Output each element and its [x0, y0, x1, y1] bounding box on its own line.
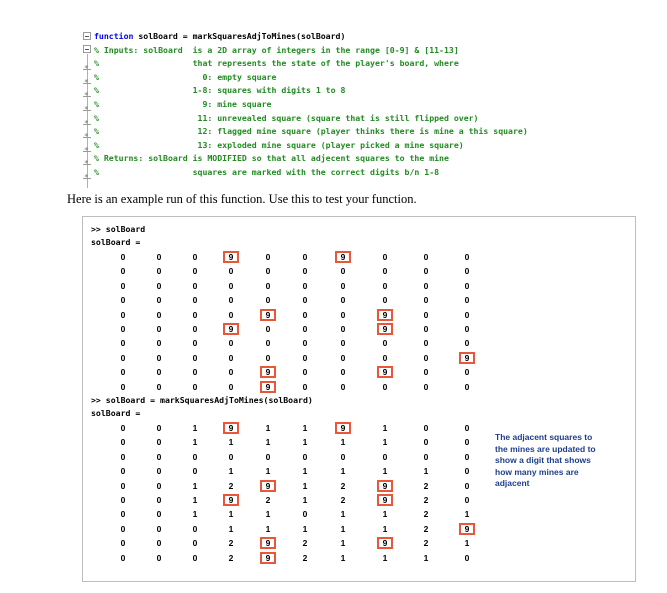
comment-marker [83, 124, 91, 125]
board-cell: 0 [228, 338, 234, 349]
board-cell: 9 [265, 367, 271, 378]
board-cell: 0 [265, 252, 271, 262]
board-cell: 0 [382, 381, 388, 392]
board-cell: 0 [464, 324, 470, 334]
board-cell: 1 [423, 466, 429, 477]
board-cell: 0 [120, 352, 126, 363]
board-cell: 1 [192, 437, 198, 448]
board-cell: 0 [464, 466, 470, 477]
board-cell: 0 [120, 266, 126, 277]
board-cell: 0 [228, 280, 234, 291]
board-cell: 0 [265, 280, 271, 291]
board-cell: 0 [192, 338, 198, 349]
board-cell: 0 [192, 252, 198, 262]
comment-marker [83, 83, 91, 84]
board-cell: 1 [302, 437, 308, 448]
board-cell: 1 [228, 437, 234, 448]
board-cell: 0 [302, 280, 308, 291]
board-cell: 9 [382, 538, 388, 549]
board-cell: 0 [382, 295, 388, 306]
board-cell: 2 [340, 480, 346, 491]
board-cell: 0 [265, 266, 271, 277]
board-cell: 0 [302, 381, 308, 392]
board-cell: 0 [340, 338, 346, 349]
board-cell: 0 [156, 480, 162, 491]
board-cell: 1 [302, 523, 308, 534]
board-cell: 0 [423, 381, 429, 392]
code-comment: % that represents the state of the player's board, where [94, 58, 459, 69]
board-cell: 0 [156, 338, 162, 349]
code-line [94, 71, 276, 84]
board-cell: 0 [120, 309, 126, 320]
board-cell: 0 [120, 423, 126, 433]
console-variable-label: solBoard = [91, 408, 141, 418]
board-cell: 0 [156, 495, 162, 505]
code-comment: % 13: exploded mine square (player picked a mine square) [94, 139, 464, 150]
board-cell: 1 [302, 466, 308, 477]
board-cell: 0 [156, 381, 162, 392]
board-cell: 0 [228, 367, 234, 378]
board-cell: 0 [265, 295, 271, 306]
annotation-note: The adjacent squares to the mines are updated to show a digit that shows how many mines are adjacent [495, 432, 596, 488]
board-cell: 0 [120, 451, 126, 462]
board-cell: 1 [382, 509, 388, 520]
board-cell: 2 [423, 480, 429, 491]
board-cell: 1 [192, 509, 198, 520]
code-line [94, 112, 479, 125]
board-cell: 0 [120, 538, 126, 549]
board-cell: 0 [120, 552, 126, 563]
board-cell: 2 [265, 495, 271, 505]
board-cell: 0 [464, 295, 470, 306]
board-cell: 0 [156, 252, 162, 262]
board-cell: 0 [302, 295, 308, 306]
board-cell: 0 [192, 352, 198, 363]
board-cell: 0 [382, 252, 388, 262]
board-cell: 1 [423, 552, 429, 563]
comment-marker [83, 137, 91, 138]
board-cell: 0 [302, 252, 308, 262]
board-cell: 0 [192, 295, 198, 306]
board-cell: 1 [265, 523, 271, 534]
code-line [94, 57, 459, 70]
board-cell: 0 [156, 451, 162, 462]
board-cell: 1 [382, 437, 388, 448]
board-cell: 1 [340, 538, 346, 549]
board-cell: 0 [120, 252, 126, 262]
board-cell: 0 [302, 352, 308, 363]
board-cell: 0 [382, 352, 388, 363]
board-cell: 9 [228, 324, 234, 334]
board-cell: 1 [340, 552, 346, 563]
console-command: >> solBoard = markSquaresAdjToMines(solBoard) [91, 395, 313, 405]
board-cell: 0 [192, 538, 198, 549]
comment-marker [83, 151, 91, 152]
board-cell: 0 [423, 338, 429, 349]
board-cell: 0 [120, 466, 126, 477]
comment-marker [83, 110, 91, 111]
board-cell: 0 [192, 280, 198, 291]
comment-marker [83, 96, 91, 97]
code-line [94, 30, 345, 43]
code-text: solBoard = markSquaresAdjToMines(solBoard) [133, 31, 346, 41]
board-cell: 9 [265, 309, 271, 320]
board-cell: 2 [302, 552, 308, 563]
board-cell: 0 [340, 451, 346, 462]
board-cell: 0 [265, 324, 271, 334]
board-cell: 0 [156, 309, 162, 320]
board-cell: 1 [382, 423, 388, 433]
board-cell: 0 [302, 338, 308, 349]
comment-marker [83, 178, 91, 179]
board-cell: 1 [464, 509, 470, 520]
board-cell: 1 [340, 466, 346, 477]
board-cell: 0 [156, 509, 162, 520]
board-cell: 9 [228, 495, 234, 505]
board-cell: 0 [120, 495, 126, 505]
code-line [94, 44, 459, 57]
code-line [94, 152, 449, 165]
board-cell: 9 [265, 538, 271, 549]
board-cell: 0 [464, 367, 470, 378]
board-cell: 0 [156, 437, 162, 448]
board-cell: 1 [382, 523, 388, 534]
board-cell: 0 [120, 437, 126, 448]
board-cell: 0 [192, 324, 198, 334]
board-cell: 1 [340, 509, 346, 520]
command-window-output [82, 216, 636, 582]
board-cell: 0 [302, 309, 308, 320]
code-keyword: function [94, 31, 134, 41]
board-cell: 9 [464, 352, 470, 363]
board-cell: 0 [265, 352, 271, 363]
board-cell: 0 [120, 280, 126, 291]
board-cell: 0 [120, 381, 126, 392]
board-cell: 0 [156, 324, 162, 334]
board-cell: 0 [228, 266, 234, 277]
board-cell: 0 [423, 309, 429, 320]
board-cell: 0 [228, 381, 234, 392]
fold-toggle-icon[interactable] [83, 45, 91, 53]
code-comment: % 1-8: squares with digits 1 to 8 [94, 85, 346, 96]
board-cell: 9 [382, 324, 388, 334]
code-line [94, 84, 345, 97]
board-cell: 0 [156, 367, 162, 378]
board-cell: 1 [192, 480, 198, 491]
board-cell: 1 [265, 466, 271, 477]
board-cell: 1 [302, 480, 308, 491]
code-comment: % 11: unrevealed square (square that is still flipped over) [94, 112, 479, 123]
board-cell: 0 [382, 338, 388, 349]
board-cell: 9 [382, 309, 388, 320]
board-cell: 1 [464, 538, 470, 549]
board-cell: 1 [340, 523, 346, 534]
board-cell: 1 [265, 437, 271, 448]
board-cell: 1 [382, 466, 388, 477]
board-cell: 0 [192, 266, 198, 277]
board-cell: 9 [265, 552, 271, 563]
board-cell: 0 [340, 295, 346, 306]
board-cell: 0 [340, 309, 346, 320]
board-cell: 0 [464, 309, 470, 320]
board-cell: 9 [382, 495, 388, 505]
board-cell: 0 [423, 280, 429, 291]
board-cell: 2 [423, 495, 429, 505]
board-cell: 0 [192, 451, 198, 462]
code-comment: % 9: mine square [94, 99, 272, 109]
board-cell: 1 [192, 495, 198, 505]
board-cell: 2 [423, 509, 429, 520]
board-cell: 0 [156, 352, 162, 363]
board-cell: 0 [120, 324, 126, 334]
board-cell: 0 [423, 367, 429, 378]
board-cell: 9 [464, 523, 470, 534]
board-cell: 0 [156, 266, 162, 277]
board-cell: 0 [382, 266, 388, 277]
board-cell: 0 [156, 466, 162, 477]
board-cell: 0 [156, 423, 162, 433]
board-cell: 1 [228, 523, 234, 534]
board-cell: 0 [265, 338, 271, 349]
board-cell: 0 [120, 295, 126, 306]
board-cell: 1 [228, 466, 234, 477]
code-comment: % Returns: solBoard is MODIFIED so that all adjecent squares to the mine [94, 153, 449, 164]
board-cell: 0 [423, 324, 429, 334]
board-cell: 0 [120, 367, 126, 378]
board-cell: 2 [340, 495, 346, 505]
board-cell: 0 [382, 451, 388, 462]
board-cell: 0 [302, 324, 308, 334]
board-cell: 0 [228, 309, 234, 320]
comment-marker [83, 164, 91, 165]
board-cell: 0 [464, 480, 470, 491]
code-comment: % 12: flagged mine square (player thinks there is mine a this square) [94, 126, 528, 137]
board-cell: 1 [228, 509, 234, 520]
board-cell: 0 [192, 367, 198, 378]
board-cell: 2 [228, 480, 234, 491]
board-cell: 0 [464, 552, 470, 563]
board-cell: 0 [120, 338, 126, 349]
board-cell: 0 [156, 552, 162, 563]
fold-toggle-icon[interactable] [83, 32, 91, 40]
board-cell: 2 [228, 538, 234, 549]
board-cell: 0 [120, 509, 126, 520]
board-cell: 0 [228, 352, 234, 363]
board-cell: 0 [382, 280, 388, 291]
console-variable-label: solBoard = [91, 237, 141, 247]
board-cell: 0 [423, 252, 429, 262]
board-cell: 0 [423, 295, 429, 306]
board-cell: 0 [192, 381, 198, 392]
board-cell: 1 [382, 552, 388, 563]
code-comment: % squares are marked with the correct digits b/n 1-8 [94, 167, 440, 177]
comment-marker [83, 69, 91, 70]
board-cell: 2 [423, 538, 429, 549]
board-cell: 0 [464, 451, 470, 462]
board-cell: 0 [464, 280, 470, 291]
board-cell: 0 [464, 266, 470, 277]
code-line [94, 139, 464, 152]
board-cell: 0 [265, 451, 271, 462]
board-cell: 9 [228, 423, 234, 433]
board-cell: 0 [156, 523, 162, 534]
example-caption: Here is an example run of this function. Use this to test your function. [67, 192, 417, 206]
board-cell: 0 [302, 451, 308, 462]
board-cell: 9 [228, 252, 234, 262]
board-cell: 0 [156, 280, 162, 291]
board-cell: 0 [228, 295, 234, 306]
code-comment: % 0: empty square [94, 71, 277, 82]
board-cell: 9 [382, 367, 388, 378]
board-cell: 0 [423, 266, 429, 277]
board-cell: 0 [340, 367, 346, 378]
board-cell: 0 [464, 252, 470, 262]
board-cell: 0 [464, 495, 470, 505]
board-cell: 9 [340, 252, 346, 262]
board-cell: 1 [302, 495, 308, 505]
board-cell: 0 [464, 338, 470, 349]
board-cell: 0 [340, 266, 346, 277]
board-cell: 0 [302, 509, 308, 520]
board-cell: 0 [302, 266, 308, 277]
board-cell: 0 [192, 523, 198, 534]
board-cell: 1 [265, 423, 271, 433]
console-command: >> solBoard [91, 224, 146, 234]
board-cell: 1 [302, 423, 308, 433]
board-cell: 0 [228, 451, 234, 462]
board-cell: 0 [464, 423, 470, 433]
board-cell: 0 [340, 280, 346, 291]
board-cell: 1 [340, 437, 346, 448]
code-line [94, 125, 528, 138]
board-cell: 9 [265, 480, 271, 491]
board-cell: 9 [382, 480, 388, 491]
board-cell: 0 [120, 523, 126, 534]
board-cell: 0 [464, 381, 470, 392]
board-cell: 0 [423, 352, 429, 363]
code-line [94, 166, 439, 179]
board-cell: 0 [340, 381, 346, 392]
board-cell: 0 [156, 295, 162, 306]
board-cell: 9 [265, 381, 271, 392]
board-cell: 0 [340, 352, 346, 363]
board-cell: 2 [302, 538, 308, 549]
board-cell: 2 [228, 552, 234, 563]
board-cell: 0 [120, 480, 126, 491]
board-cell: 9 [340, 423, 346, 433]
code-line [94, 98, 271, 111]
board-cell: 0 [302, 367, 308, 378]
board-cell: 0 [192, 309, 198, 320]
board-cell: 0 [423, 423, 429, 433]
board-cell: 0 [340, 324, 346, 334]
board-cell: 0 [423, 437, 429, 448]
board-cell: 0 [156, 538, 162, 549]
board-cell: 1 [192, 423, 198, 433]
board-cell: 2 [423, 523, 429, 534]
board-cell: 0 [423, 451, 429, 462]
board-cell: 0 [192, 552, 198, 563]
board-cell: 1 [265, 509, 271, 520]
board-cell: 0 [192, 466, 198, 477]
code-comment: % Inputs: solBoard is a 2D array of integers in the range [0-9] & [11-13] [94, 44, 459, 55]
code-editor-panel [82, 26, 667, 190]
board-cell: 0 [464, 437, 470, 448]
